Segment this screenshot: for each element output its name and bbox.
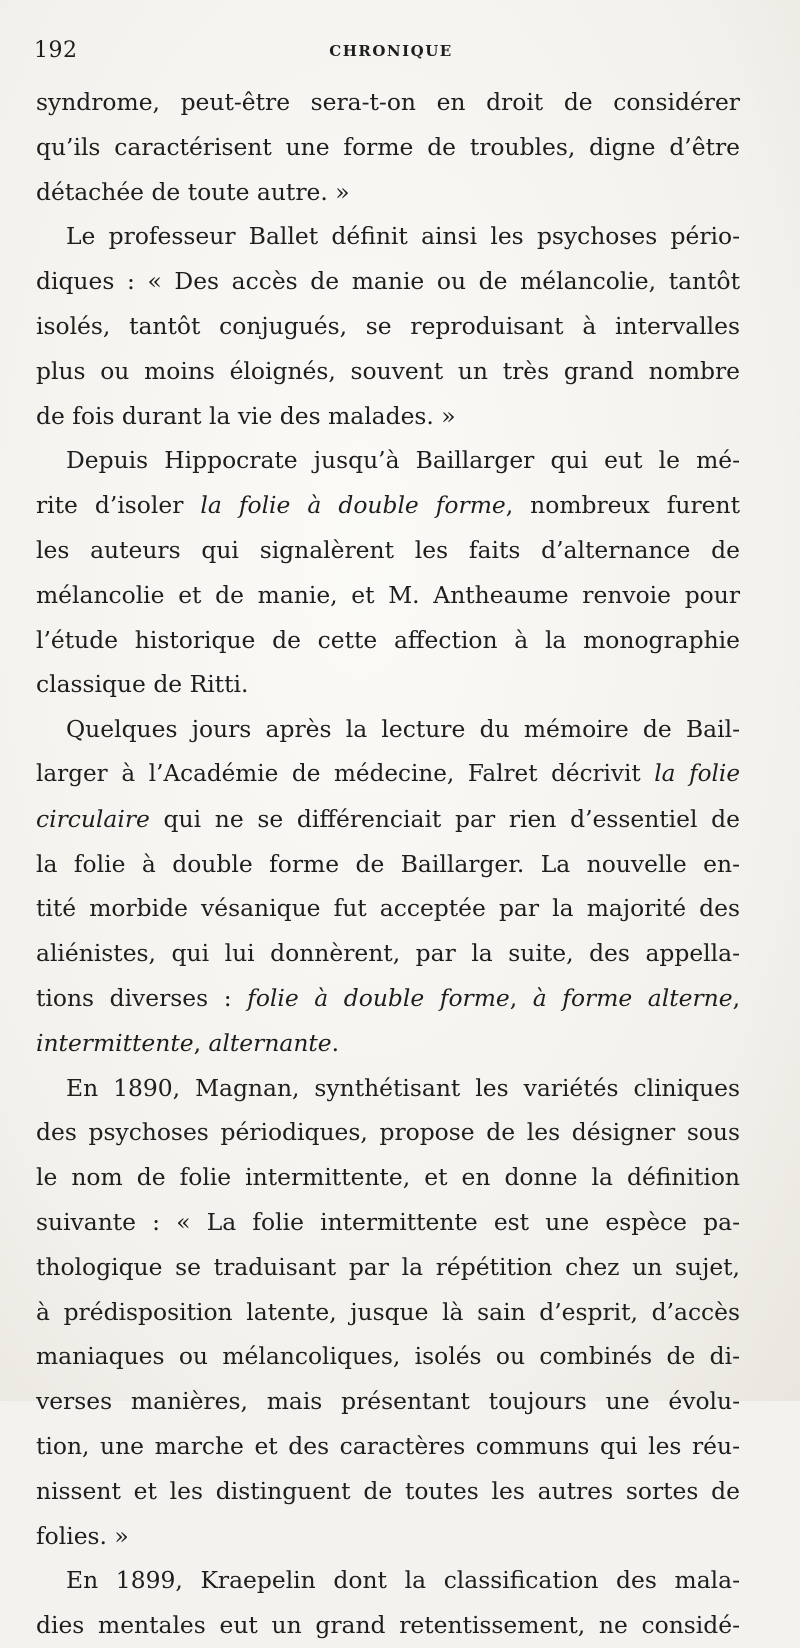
text-line: [36, 797, 740, 842]
text-segment: ,: [732, 983, 740, 1012]
text-line: [36, 1110, 740, 1155]
text-line: [36, 438, 740, 483]
text-segment: rite d’isoler: [36, 491, 201, 520]
text-segment: En 1890, Magnan, synthétisant les variétés cliniques: [66, 1073, 740, 1102]
text-segment: .: [331, 1028, 340, 1057]
text-segment: Quelques jours après la lecture du mémoire de Bail-: [66, 715, 740, 744]
italic-text: folie à double forme: [247, 983, 510, 1012]
text-segment: ,: [509, 983, 533, 1012]
text-line: [36, 1379, 740, 1424]
text-line: [36, 170, 740, 215]
text-segment: de fois durant la vie des malades. »: [36, 401, 456, 430]
text-segment: tion, une marche et des caractères communs qui les réu-: [36, 1431, 740, 1460]
text-line: [36, 842, 740, 887]
text-segment: Depuis Hippocrate jusqu’à Baillarger qui eut le mé-: [66, 446, 740, 475]
text-line: [36, 394, 740, 439]
text-segment: En 1899, Kraepelin dont la classification des mala-: [66, 1566, 740, 1595]
text-line: [36, 1334, 740, 1379]
text-line: [36, 1558, 740, 1603]
body-text: [36, 80, 740, 1648]
text-segment: plus ou moins éloignés, souvent un très grand nombre: [36, 356, 740, 385]
text-segment: tité morbide vésanique fut acceptée par la majorité des: [36, 894, 740, 923]
text-line: [36, 1469, 740, 1514]
italic-text: alternante: [208, 1028, 332, 1057]
text-line: [36, 1066, 740, 1111]
page-header: [34, 34, 748, 70]
text-line: [36, 1290, 740, 1335]
text-line: [36, 976, 740, 1021]
text-segment: larger à l’Académie de médecine, Falret décrivit: [36, 760, 655, 787]
text-line: [36, 1424, 740, 1469]
text-line: [36, 662, 740, 707]
text-segment: aliénistes, qui lui donnèrent, par la suite, des appella-: [36, 939, 740, 968]
text-line: [36, 1155, 740, 1200]
text-line: [36, 80, 740, 125]
text-line: [36, 304, 740, 349]
text-segment: diques : « Des accès de manie ou de mélancolie, tantôt: [36, 267, 740, 296]
text-segment: qu’ils caractérisent une forme de troubles, digne d’être: [36, 132, 740, 161]
text-segment: mélancolie et de manie, et M. Antheaume renvoie pour: [36, 580, 740, 609]
italic-text: à forme alterne: [532, 983, 733, 1012]
text-segment: maniaques ou mélancoliques, isolés ou combinés de di-: [36, 1342, 740, 1371]
text-line: [36, 1021, 740, 1066]
italic-text: intermittente: [36, 1028, 194, 1057]
text-segment: ,: [193, 1028, 209, 1057]
text-line: [36, 573, 740, 618]
text-line: [36, 214, 740, 259]
running-head: CHRONIQUE: [329, 42, 453, 60]
text-segment: l’étude historique de cette affection à la monographie: [36, 625, 740, 654]
text-segment: , nombreux furent: [505, 491, 740, 520]
text-line: [36, 349, 740, 394]
page-number: 192: [34, 38, 78, 63]
text-segment: la folie à double forme de Baillarger. La nouvelle en-: [36, 849, 740, 878]
text-line: [36, 1514, 740, 1559]
text-line: [36, 125, 740, 170]
text-segment: Le professeur Ballet définit ainsi les psychoses pério-: [66, 222, 740, 251]
text-segment: thologique se traduisant par la répétition chez un sujet,: [36, 1252, 740, 1281]
text-segment: isolés, tantôt conjugués, se reproduisant à intervalles: [36, 311, 740, 340]
text-line: [36, 886, 740, 931]
italic-text: la folie à double forme: [200, 491, 506, 520]
text-line: [36, 752, 740, 797]
text-segment: tions diverses :: [36, 983, 248, 1012]
text-segment: les auteurs qui signalèrent les faits d’alternance de: [36, 535, 740, 564]
text-segment: nissent et les distinguent de toutes les autres sortes de: [36, 1476, 740, 1505]
text-segment: détachée de toute autre. »: [36, 177, 350, 206]
text-line: [36, 618, 740, 663]
text-segment: verses manières, mais présentant toujours une évolu-: [36, 1387, 740, 1416]
text-line: [36, 707, 740, 752]
text-line: [36, 483, 740, 528]
text-segment: dies mentales eut un grand retentissement, ne considé-: [36, 1611, 740, 1640]
text-line: [36, 1603, 740, 1648]
italic-text: la folie: [654, 760, 740, 787]
text-line: [36, 1200, 740, 1245]
text-segment: le nom de folie intermittente, et en donne la définition: [36, 1163, 740, 1192]
text-line: [36, 259, 740, 304]
text-segment: folies. »: [36, 1521, 129, 1550]
text-segment: à prédisposition latente, jusque là sain d’esprit, d’accès: [36, 1297, 740, 1326]
text-line: [36, 1245, 740, 1290]
text-segment: suivante : « La folie intermittente est une espèce pa-: [36, 1207, 740, 1236]
text-line: [36, 931, 740, 976]
text-line: [36, 528, 740, 573]
text-segment: classique de Ritti.: [36, 670, 249, 699]
text-segment: syndrome, peut-être sera-t-on en droit de considérer: [36, 88, 740, 116]
text-segment: des psychoses périodiques, propose de les désigner sous: [36, 1118, 740, 1147]
text-segment: qui ne se différenciait par rien d’essentiel de: [149, 804, 740, 833]
italic-text: circulaire: [36, 804, 150, 833]
